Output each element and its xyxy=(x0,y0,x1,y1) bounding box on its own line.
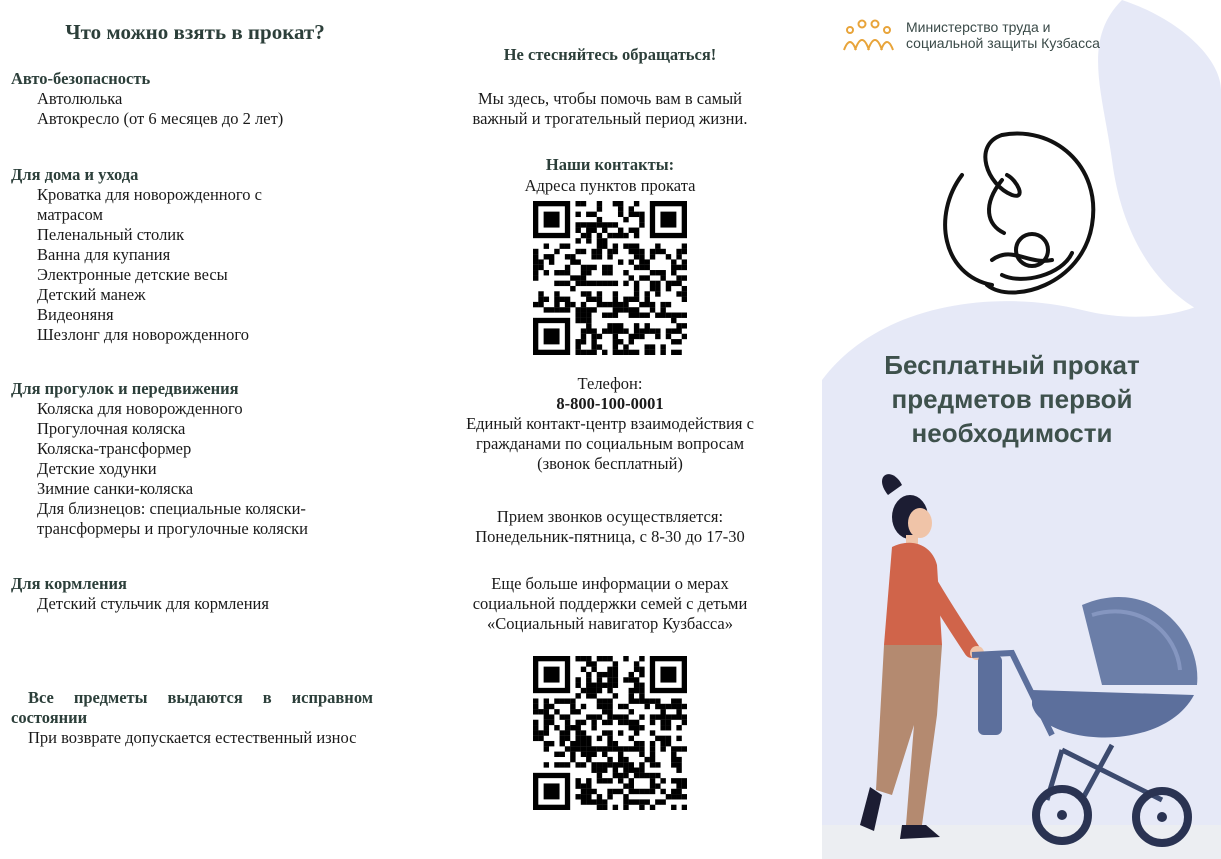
brochure-title-line: необходимости xyxy=(911,418,1113,448)
brochure-title-line: Бесплатный прокат xyxy=(884,350,1140,380)
brochure-title-line: предметов первой xyxy=(891,384,1133,414)
section-heading: Для дома и ухода xyxy=(11,165,139,184)
list-item: Электронные детские весы xyxy=(37,265,228,284)
ministry-logo[interactable] xyxy=(840,18,1100,52)
section-heading: Авто-безопасность xyxy=(11,69,151,88)
family-logo-icon xyxy=(840,18,898,52)
list-item: Автокресло (от 6 месяцев до 2 лет) xyxy=(37,109,284,128)
contact-heading: Не стесняйтесь обращаться! xyxy=(503,45,717,64)
list-item: Коляска для новорожденного xyxy=(37,399,243,418)
list-item: Автолюлька xyxy=(37,89,123,108)
intro-text xyxy=(400,89,820,129)
navigator-block xyxy=(400,574,820,634)
contacts-panel xyxy=(400,0,820,859)
navigator-line: «Социальный навигатор Кузбасса» xyxy=(487,614,733,633)
list-item: Зимние санки-коляска xyxy=(37,479,194,498)
list-item: Видеоняня xyxy=(37,305,114,324)
list-item: Шезлонг для новорожденного xyxy=(37,325,249,344)
condition-note xyxy=(11,688,373,748)
phone-block xyxy=(400,374,820,474)
section-heading: Для кормления xyxy=(11,574,127,593)
phone-number[interactable]: 8-800-100-0001 xyxy=(556,394,664,413)
navigator-line: социальной поддержки семей с детьми xyxy=(472,594,748,613)
intro-line: Мы здесь, чтобы помочь вам в самый xyxy=(477,89,743,108)
list-item: Детский манеж xyxy=(37,285,146,304)
ministry-name-line: социальной защиты Кузбасса xyxy=(906,35,1100,51)
ministry-name xyxy=(906,19,1100,51)
addresses-qr-code[interactable] xyxy=(533,201,687,355)
contacts-heading: Наши контакты: xyxy=(545,155,675,174)
hours-line: Понедельник-пятница, с 8-30 до 17-30 xyxy=(475,527,745,546)
ministry-name-line: Министерство труда и xyxy=(906,19,1051,35)
mother-and-baby-icon xyxy=(932,125,1112,305)
phone-desc: Единый контакт-центр взаимодействия с xyxy=(466,414,754,433)
list-item: Детский стульчик для кормления xyxy=(37,594,269,613)
phone-desc: (звонок бесплатный) xyxy=(537,454,683,473)
list-item: матрасом xyxy=(37,205,103,224)
list-item: Для близнецов: специальные коляски- xyxy=(37,499,306,518)
list-item: трансформеры и прогулочные коляски xyxy=(37,519,309,538)
list-item: Ванна для купания xyxy=(37,245,171,264)
section-feeding xyxy=(11,574,391,614)
phone-label: Телефон: xyxy=(577,374,643,393)
list-item: Коляска-трансформер xyxy=(37,439,192,458)
hours-line: Прием звонков осуществляется: xyxy=(496,507,724,526)
list-item: Детские ходунки xyxy=(37,459,157,478)
section-heading: Для прогулок и передвижения xyxy=(11,379,239,398)
intro-line: важный и трогательный период жизни. xyxy=(472,109,748,128)
phone-desc: гражданами по социальным вопросам xyxy=(475,434,745,453)
list-item: Прогулочная коляска xyxy=(37,419,186,438)
section-walks xyxy=(11,379,391,539)
panel-title: Что можно взять в прокат? xyxy=(65,20,325,44)
condition-note-text: При возврате допускается естественный износ xyxy=(28,728,357,747)
hours-block xyxy=(400,507,820,547)
list-item: Кроватка для новорожденного с xyxy=(37,185,262,204)
cover-panel xyxy=(822,0,1221,859)
brochure-title xyxy=(842,348,1182,450)
contacts-subheading: Адреса пунктов проката xyxy=(524,176,696,195)
section-auto-safety xyxy=(11,69,391,129)
woman-with-stroller-illustration xyxy=(822,465,1221,859)
navigator-qr-code[interactable] xyxy=(533,656,687,810)
list-item: Пеленальный столик xyxy=(37,225,185,244)
condition-note-bold: Все предметы выдаются в исправном состоянии xyxy=(11,688,373,727)
section-home-care xyxy=(11,165,391,345)
navigator-line: Еще больше информации о мерах xyxy=(491,574,729,593)
rental-items-panel xyxy=(0,0,400,859)
